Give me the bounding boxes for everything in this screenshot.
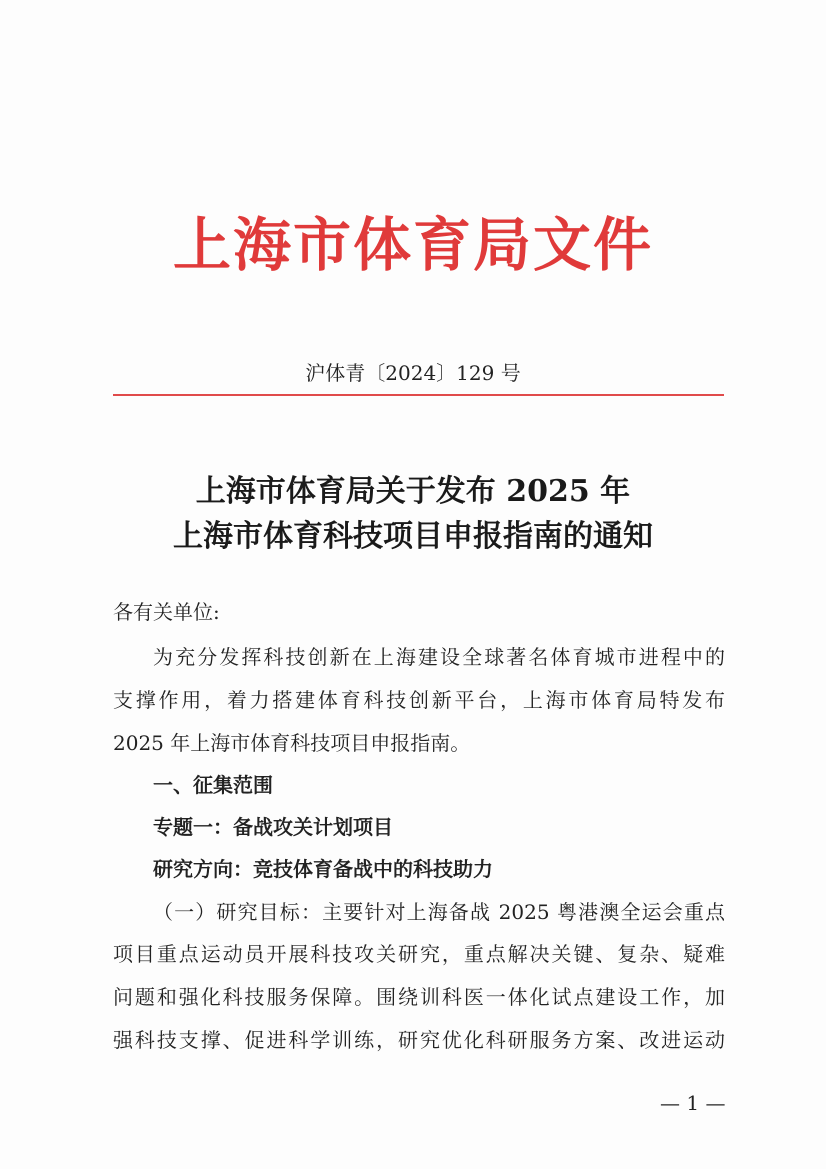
goal-line-1: （一）研究目标：主要针对上海备战 2025 粤港澳全运会重点 (153, 900, 725, 924)
notice-title-line-2: 上海市体育科技项目申报指南的通知 (173, 519, 653, 554)
agency-header: 上海市体育局文件 (172, 211, 653, 279)
goal-line-4: 强科技支撑、促进科学训练，研究优化科研服务方案、改进运动 (113, 1028, 725, 1052)
page-number: — 1 — (660, 1091, 726, 1115)
goal-line-3: 问题和强化科技服务保障。围绕训科医一体化试点建设工作，加 (113, 985, 725, 1009)
research-direction-heading: 研究方向：竞技体育备战中的科技助力 (153, 857, 493, 881)
intro-line-2: 支撑作用，着力搭建体育科技创新平台，上海市体育局特发布 (113, 688, 725, 712)
section-heading-scope: 一、征集范围 (153, 773, 273, 797)
topic-heading: 专题一：备战攻关计划项目 (153, 815, 393, 839)
intro-line-3: 2025 年上海市体育科技项目申报指南。 (113, 731, 471, 755)
document-number: 沪体青〔2024〕129 号 (305, 361, 521, 385)
red-divider-line (113, 394, 724, 396)
goal-line-2: 项目重点运动员开展科技攻关研究，重点解决关键、复杂、疑难 (113, 942, 725, 966)
intro-line-1: 为充分发挥科技创新在上海建设全球著名体育城市进程中的 (153, 645, 725, 669)
notice-title-line-1: 上海市体育局关于发布 2025 年 (195, 474, 631, 509)
salutation: 各有关单位: (113, 600, 220, 624)
